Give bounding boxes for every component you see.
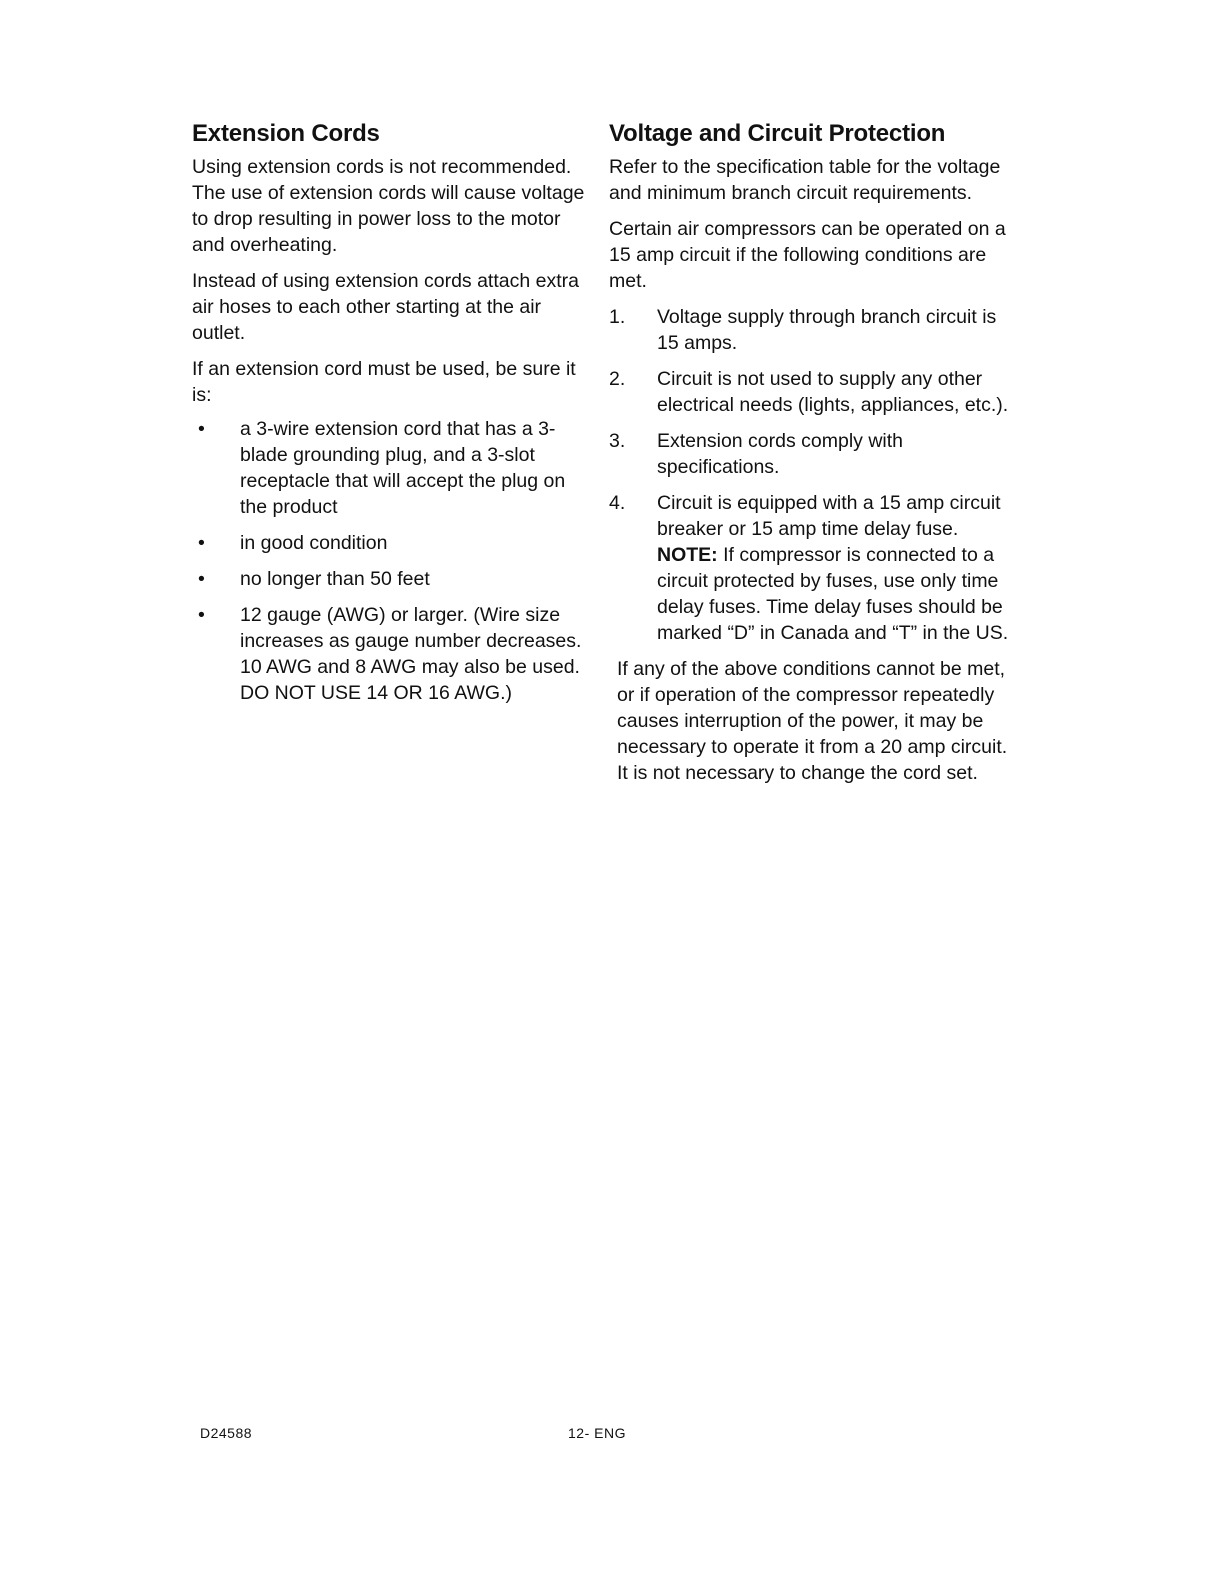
bullet-marker: • (198, 568, 205, 590)
step-number: 4. (609, 492, 626, 514)
list-item (609, 366, 1009, 418)
note-text: If compressor is connected to a circuit protected by fuses, use only time delay fuses. Time delay fuses should be marked “D” in Canada and “T” in the US. (657, 544, 1009, 644)
extension-cords-para-3: If an extension cord must be used, be sure it is: (192, 358, 576, 406)
list-item (192, 530, 592, 556)
list-item (192, 416, 592, 520)
bullet-marker: • (198, 418, 205, 440)
list-item (609, 428, 1009, 480)
extension-cords-para-2: Instead of using extension cords attach extra air hoses to each other starting at the air outlet. (192, 270, 579, 344)
list-item (609, 304, 1009, 356)
list-item-text: in good condition (240, 532, 388, 554)
list-item-text: 12 gauge (AWG) or larger. (Wire size increases as gauge number decreases. 10 AWG and 8 AWG may also be used. DO NOT USE 14 OR 16 AWG.) (240, 604, 582, 704)
list-item-text: Voltage supply through branch circuit is 15 amps. (657, 306, 997, 354)
step-number: 1. (609, 306, 626, 328)
list-item-text: Circuit is equipped with a 15 amp circuit breaker or 15 amp time delay fuse. (657, 492, 1001, 540)
list-item (609, 490, 1009, 646)
voltage-protection-para-2: Certain air compressors can be operated on a 15 amp circuit if the following conditions are met. (609, 218, 1006, 292)
list-item-text: Circuit is not used to supply any other electrical needs (lights, appliances, etc.). (657, 368, 1009, 416)
extension-cords-heading: Extension Cords (192, 120, 380, 147)
circuit-conditions-list (609, 304, 1009, 646)
list-item (192, 566, 592, 592)
bullet-marker: • (198, 604, 205, 626)
extension-cords-section (192, 120, 592, 716)
page-number: 12- ENG (568, 1425, 626, 1441)
voltage-protection-section (609, 120, 1009, 796)
step-number: 3. (609, 430, 626, 452)
note-label: NOTE: (657, 544, 718, 566)
list-item-text: Extension cords comply with specifications. (657, 430, 904, 478)
list-item-text: a 3-wire extension cord that has a 3-blade grounding plug, and a 3-slot receptacle that will accept the plug on the product (240, 418, 566, 518)
step-number: 2. (609, 368, 626, 390)
voltage-protection-trailing-para: If any of the above conditions cannot be met, or if operation of the compressor repeatedly causes interruption of the power, it may be necessary to operate it from a 20 amp circuit. It is not necessary to change the cord set. (617, 658, 1008, 784)
bullet-marker: • (198, 532, 205, 554)
list-item-text: no longer than 50 feet (240, 568, 430, 590)
extension-cord-requirements-list (192, 416, 592, 706)
document-number: D24588 (200, 1425, 253, 1441)
voltage-protection-heading: Voltage and Circuit Protection (609, 120, 946, 147)
extension-cords-para-1: Using extension cords is not recommended. The use of extension cords will cause voltage to drop resulting in power loss to the motor and overheating. (192, 156, 585, 256)
voltage-protection-para-1: Refer to the specification table for the voltage and minimum branch circuit requirements. (609, 156, 1001, 204)
list-item (192, 602, 592, 706)
